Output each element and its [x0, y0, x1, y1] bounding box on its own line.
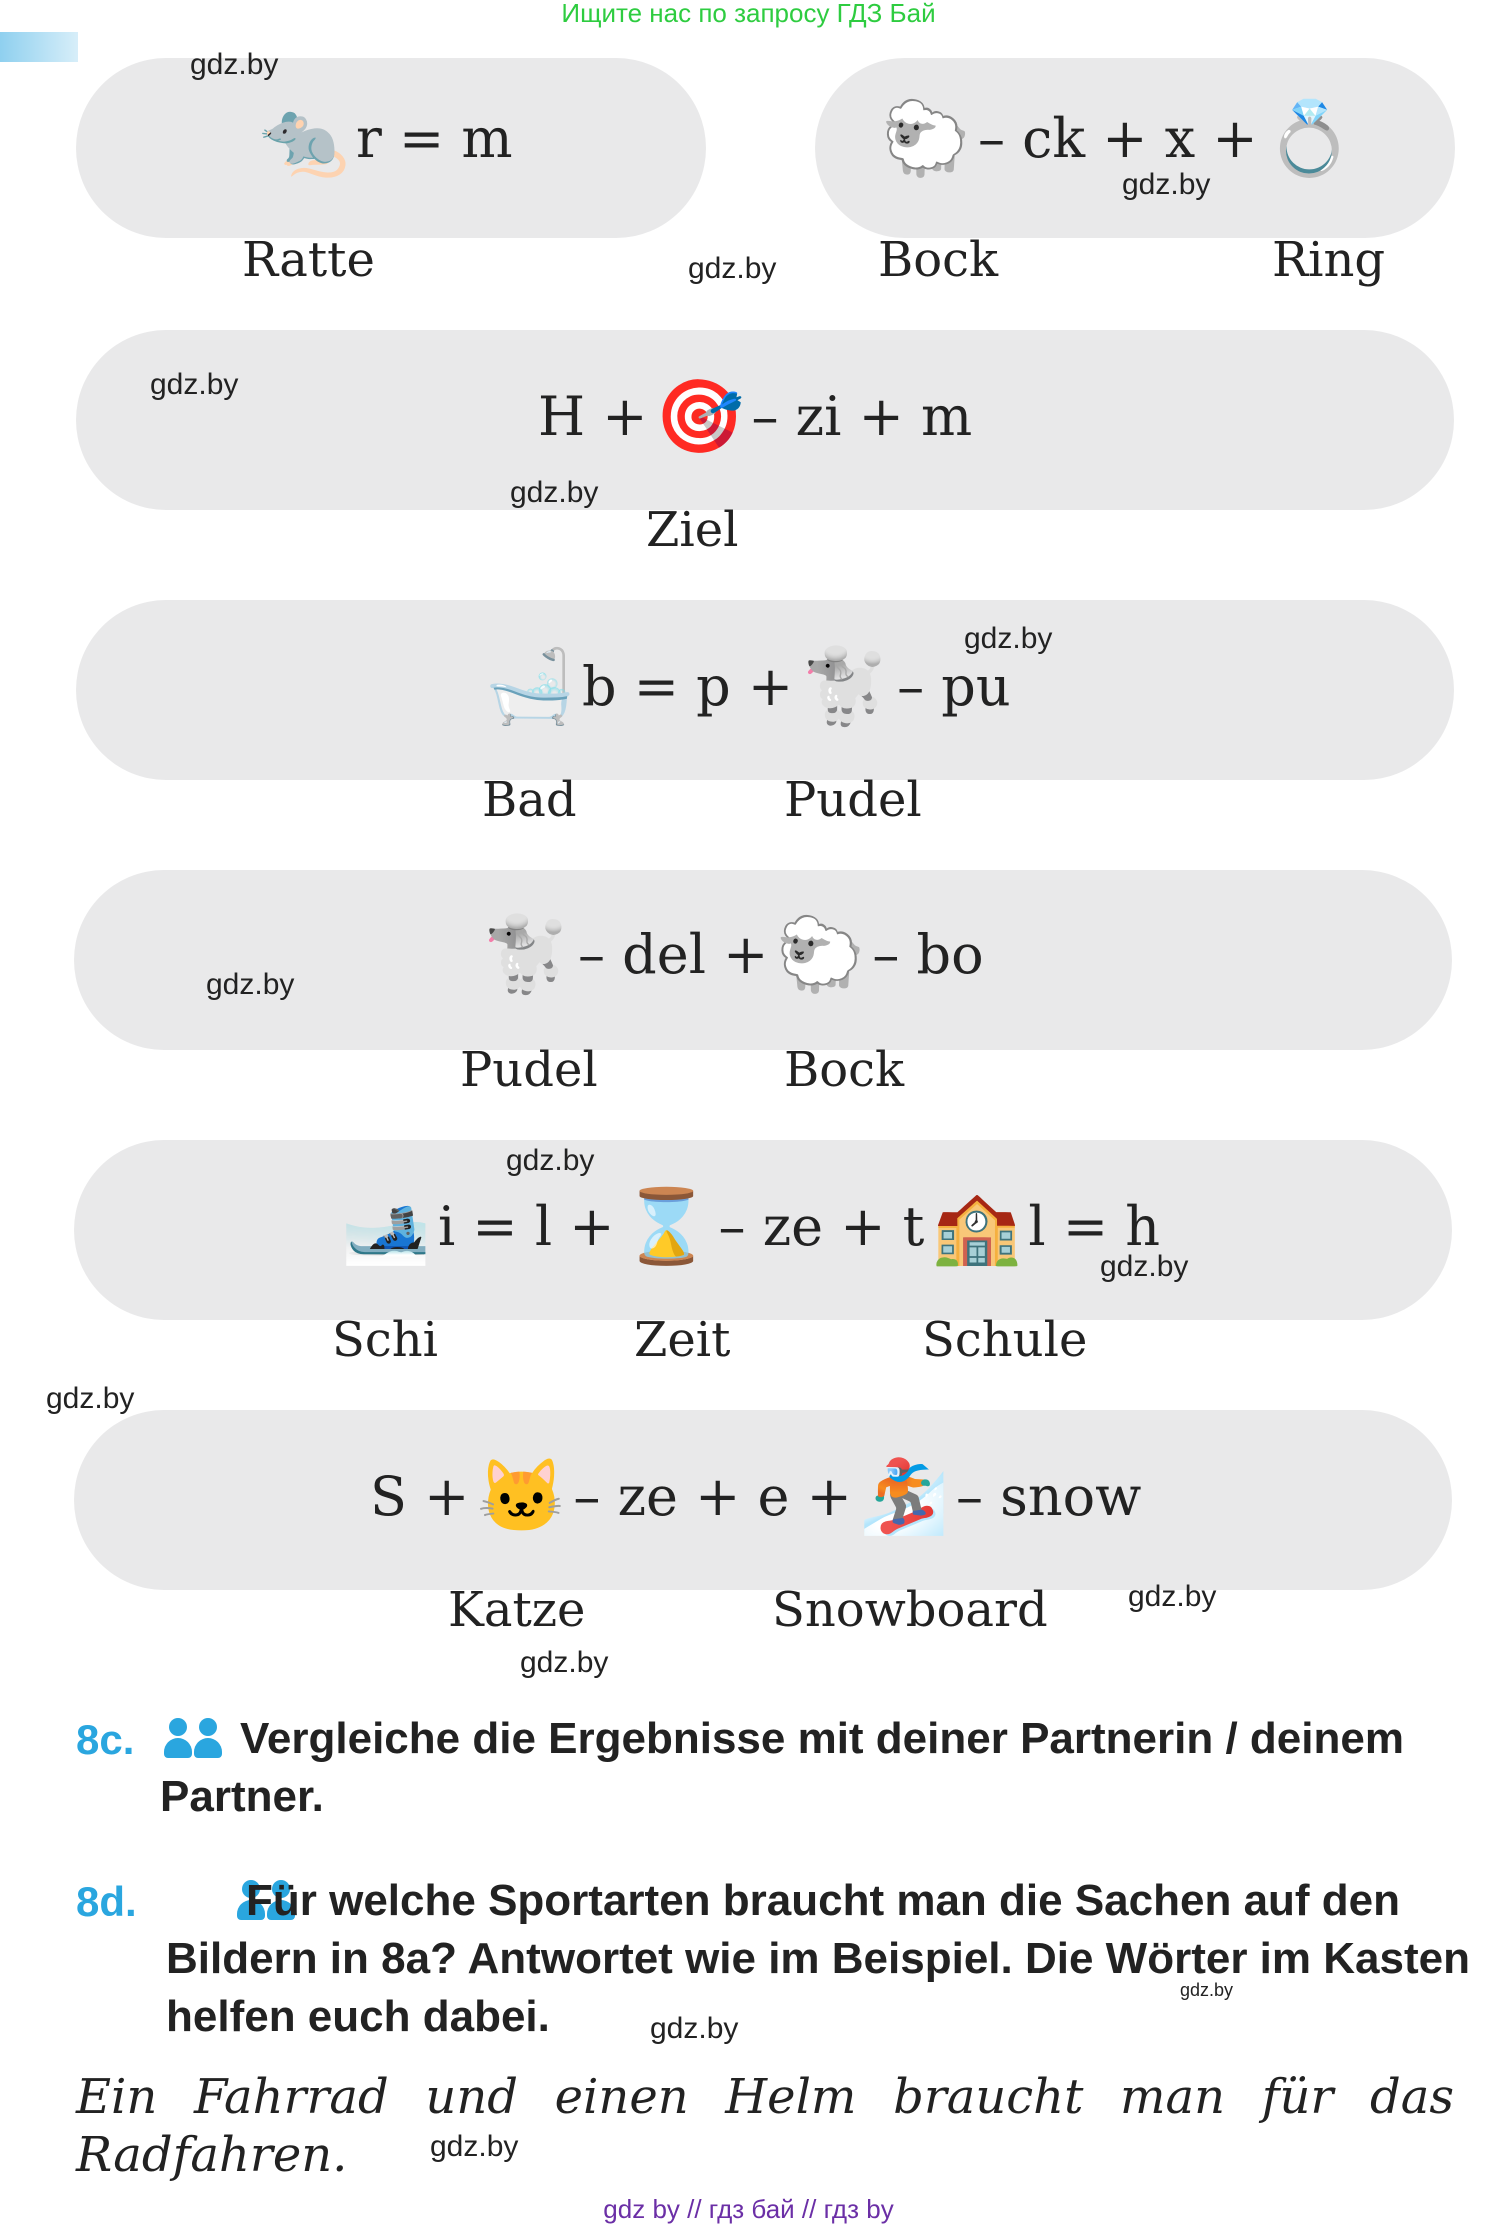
- rebus-expr: r = m: [356, 106, 513, 170]
- word-label: Ring: [1272, 232, 1386, 288]
- sheep-icon: 🐑: [881, 96, 971, 180]
- sheep-icon: 🐑: [775, 912, 866, 996]
- footer-watermark: gdz by // гдз бай // гдз by: [603, 2194, 894, 2224]
- watermark: gdz.by: [1100, 1250, 1189, 1283]
- hourglass-icon: ⌛: [621, 1184, 712, 1268]
- rebus-expr: H +: [538, 384, 648, 448]
- rebus-schi-zeit-schule: [340, 1180, 1166, 1272]
- rebus-pudel-bock: [480, 908, 990, 1000]
- watermark: gdz.by: [1128, 1580, 1217, 1613]
- watermark: gdz.by: [206, 968, 295, 1001]
- snowboarder-icon: 🏂: [859, 1454, 949, 1538]
- watermark: gdz.by: [46, 1382, 135, 1415]
- word-label: Bock: [784, 1042, 905, 1098]
- word-label: Katze: [448, 1582, 586, 1638]
- word-label: Zeit: [634, 1312, 731, 1368]
- watermark: gdz.by: [1180, 1980, 1234, 2000]
- rebus-expr: i = l +: [438, 1194, 615, 1258]
- watermark: gdz.by: [506, 1144, 595, 1177]
- word-label: Bock: [878, 232, 999, 288]
- word-label: Ziel: [646, 502, 739, 558]
- poodle-icon: 🐩: [800, 644, 890, 728]
- rebus-expr: – zi + m: [751, 384, 973, 448]
- word-label: Schule: [922, 1312, 1088, 1368]
- partner-work-icon: [162, 1716, 226, 1758]
- task-number: 8c.: [76, 1716, 135, 1763]
- watermark: gdz.by: [688, 252, 777, 285]
- rebus-expr: – ze + e +: [573, 1464, 852, 1528]
- ring-icon: 💍: [1264, 96, 1355, 180]
- task-8c-line1: Vergleiche die Ergebnisse mit deiner Partnerin / deinem: [240, 1714, 1404, 1763]
- watermark: gdz.by: [1122, 168, 1211, 201]
- rebus-expr: b = p +: [582, 654, 794, 718]
- rat-icon: 🐀: [259, 96, 349, 180]
- rebus-expr: l = h: [1028, 1194, 1161, 1258]
- rebus-bock-ring: [880, 92, 1356, 184]
- bathtub-icon: 🛁: [485, 644, 575, 728]
- target-icon: 🎯: [654, 374, 745, 458]
- rebus-expr: – pu: [897, 654, 1011, 718]
- rebus-expr: – snow: [955, 1464, 1142, 1528]
- watermark: gdz.by: [150, 368, 239, 401]
- task-8d-line1: Für welche Sportarten braucht man die Sachen auf den: [246, 1876, 1401, 1925]
- rebus-expr: – del +: [578, 922, 769, 986]
- example-line2: Radfahren.: [76, 2127, 348, 2183]
- word-label: Bad: [482, 772, 577, 828]
- cat-icon: 🐱: [476, 1454, 567, 1538]
- rebus-expr: S +: [370, 1464, 470, 1528]
- task-8c-line2: Partner.: [160, 1772, 324, 1821]
- watermark: gdz.by: [430, 2130, 519, 2163]
- example-line1: Ein Fahrrad und einen Helm braucht man für das: [76, 2069, 1454, 2125]
- watermark: gdz.by: [964, 622, 1053, 655]
- word-label: Pudel: [784, 772, 922, 828]
- word-label: Schi: [332, 1312, 439, 1368]
- watermark: gdz.by: [520, 1646, 609, 1679]
- word-label: Pudel: [460, 1042, 598, 1098]
- watermark: gdz.by: [190, 48, 279, 81]
- watermark: gdz.by: [510, 476, 599, 509]
- ski-boot-icon: 🎿: [341, 1184, 431, 1268]
- rebus-ziel: [532, 370, 978, 462]
- word-label: Snowboard: [772, 1582, 1048, 1638]
- rebus-expr: – ck + x +: [978, 106, 1258, 170]
- task-8d-line2: Bildern in 8a? Antwortet wie im Beispiel. Die Wörter im Kasten: [166, 1934, 1470, 1983]
- rebus-expr: – ze + t: [718, 1194, 925, 1258]
- word-label: Ratte: [242, 232, 375, 288]
- rebus-katze-snowboard: [364, 1450, 1147, 1542]
- watermark: gdz.by: [650, 2012, 739, 2045]
- corner-accent: [0, 32, 78, 62]
- top-banner: Ищите нас по запросу ГДЗ Бай: [561, 0, 936, 28]
- rebus-expr: – bo: [872, 922, 984, 986]
- poodle-icon: 🐩: [481, 912, 571, 996]
- rebus-bad-pudel: [484, 640, 1017, 732]
- rebus-ratte: [258, 92, 519, 184]
- task-number: 8d.: [76, 1878, 137, 1925]
- school-icon: 🏫: [931, 1184, 1022, 1268]
- task-8d-line3: helfen euch dabei.: [166, 1992, 550, 2041]
